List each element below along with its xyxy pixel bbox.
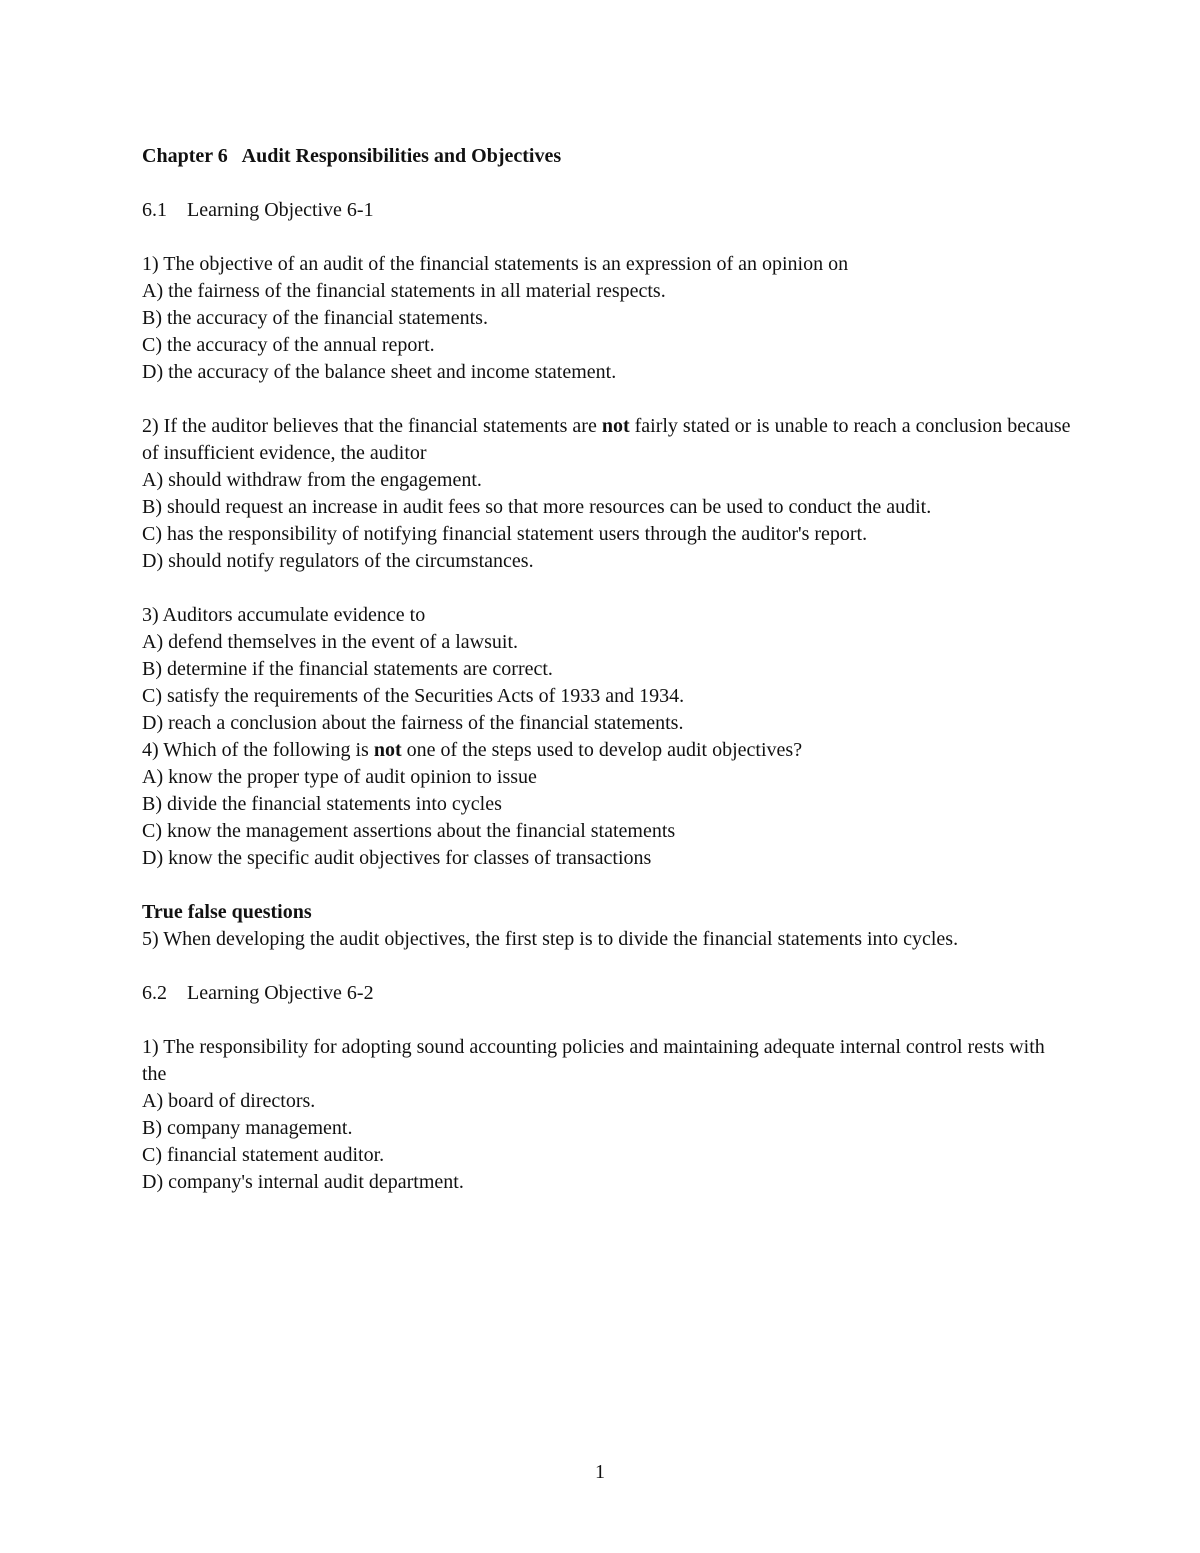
answer-option: A) defend themselves in the event of a lawsuit. xyxy=(142,631,518,653)
answer-option: C) has the responsibility of notifying financial statement users through the auditor's report. xyxy=(142,523,868,545)
question-6-1-1 xyxy=(142,251,1072,386)
answer-option: B) should request an increase in audit fees so that more resources can be used to conduct the audit. xyxy=(142,496,932,518)
question-stem xyxy=(142,737,1072,764)
question-stem: 1) The responsibility for adopting sound accounting policies and maintaining adequate internal control rests with the xyxy=(142,1036,1045,1085)
answer-option: B) divide the financial statements into cycles xyxy=(142,793,502,815)
answer-option: D) know the specific audit objectives for classes of transactions xyxy=(142,847,652,869)
chapter-title: Chapter 6 Audit Responsibilities and Objectives xyxy=(142,145,562,167)
true-false-block xyxy=(142,899,1072,953)
answer-option: C) know the management assertions about the financial statements xyxy=(142,820,676,842)
question-stem: 1) The objective of an audit of the financial statements is an expression of an opinion on xyxy=(142,253,849,275)
section-heading-6-2 xyxy=(142,980,1072,1007)
answer-option: D) should notify regulators of the circumstances. xyxy=(142,550,534,572)
section-number: 6.1 xyxy=(142,199,167,221)
answer-option: A) should withdraw from the engagement. xyxy=(142,469,482,491)
question-6-2-1 xyxy=(142,1034,1072,1196)
question-6-1-2 xyxy=(142,413,1076,575)
page-content xyxy=(142,143,1076,1223)
section-heading-6-1 xyxy=(142,197,1072,224)
stem-emphasis: not xyxy=(373,739,402,761)
answer-option: A) know the proper type of audit opinion to issue xyxy=(142,766,537,788)
answer-option: D) the accuracy of the balance sheet and income statement. xyxy=(142,361,617,383)
stem-text-before: 4) Which of the following is xyxy=(142,739,374,761)
section-title: Learning Objective 6-1 xyxy=(187,199,374,221)
answer-option: A) the fairness of the financial statements in all material respects. xyxy=(142,280,666,302)
question-stem: 3) Auditors accumulate evidence to xyxy=(142,604,426,626)
question-6-1-3 xyxy=(142,602,1072,737)
answer-option: C) the accuracy of the annual report. xyxy=(142,334,435,356)
page-number: 1 xyxy=(595,1461,605,1483)
question-stem xyxy=(142,413,1076,467)
section-number: 6.2 xyxy=(142,982,167,1004)
answer-option: B) determine if the financial statements are correct. xyxy=(142,658,553,680)
stem-text-after: fairly stated or is unable to reach a conclusion because of insufficient evidence, the auditor xyxy=(142,415,1076,464)
answer-option: B) the accuracy of the financial statements. xyxy=(142,307,488,329)
question-6-1-4 xyxy=(142,737,1072,872)
true-false-heading: True false questions xyxy=(142,901,312,923)
answer-option: C) financial statement auditor. xyxy=(142,1144,385,1166)
stem-text-before: 2) If the auditor believes that the financial statements are xyxy=(142,415,602,437)
stem-emphasis: not xyxy=(601,415,630,437)
answer-option: D) company's internal audit department. xyxy=(142,1171,464,1193)
stem-text-after: one of the steps used to develop audit objectives? xyxy=(401,739,803,761)
answer-option: B) company management. xyxy=(142,1117,353,1139)
answer-option: D) reach a conclusion about the fairness of the financial statements. xyxy=(142,712,684,734)
section-title: Learning Objective 6-2 xyxy=(187,982,374,1004)
answer-option: C) satisfy the requirements of the Securities Acts of 1933 and 1934. xyxy=(142,685,685,707)
answer-option: A) board of directors. xyxy=(142,1090,316,1112)
true-false-question: 5) When developing the audit objectives, the first step is to divide the financial statements into cycles. xyxy=(142,928,959,950)
